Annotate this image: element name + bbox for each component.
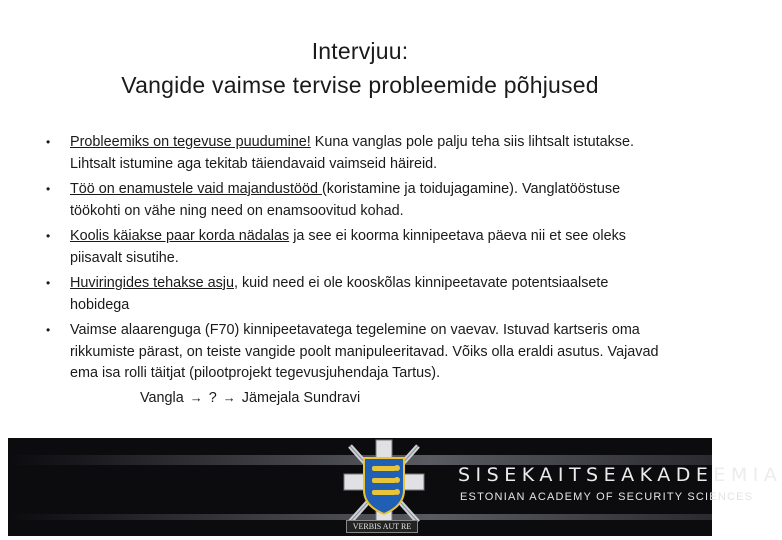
flow-start: Vangla — [140, 389, 184, 406]
bullet-1-underlined: Probleemiks on tegevuse puudumine! — [70, 134, 311, 150]
flow-line — [70, 387, 666, 410]
bullet-4-text: , kuid need ei ole kooskõlas kinnipeetavate potentsiaalsete hobidega — [70, 275, 609, 313]
flow-end: Jämejala Sundravi — [241, 389, 361, 406]
bullet-marker: • — [46, 323, 51, 337]
arrow-right-icon: → — [222, 389, 236, 405]
bullet-item-5 — [46, 320, 666, 409]
bullet-marker: • — [46, 182, 51, 196]
bullet-marker: • — [46, 135, 51, 149]
banner-title: SISEKAITSEAKADEEMIA — [458, 464, 782, 486]
title-line-1: Intervjuu: — [311, 38, 409, 64]
bullet-3-text: ja see ei koorma kinnipeetava päeva nii et see oleks piisavalt sisutihe. — [70, 228, 626, 266]
slide-title — [0, 34, 720, 102]
bullet-2-underlined: Töö on enamustele vaid majandustööd — [70, 181, 322, 197]
bullet-item-1 — [46, 132, 666, 175]
banner-subtitle: ESTONIAN ACADEMY OF SECURITY SCIENCES — [460, 491, 754, 503]
flow-middle: ? — [208, 389, 217, 406]
bullet-1-text: Kuna vanglas pole palju teha siis lihtsalt istutakse. Lihtsalt istumine aga tekitab täiendavaid vaimseid häireid. — [70, 134, 634, 172]
bullet-marker: • — [46, 276, 51, 290]
bullet-4-underlined: Huviringides tehakse asju — [70, 275, 234, 291]
bullet-5-text: Vaimse alaarenguga (F70) kinnipeetavatega tegelemine on vaevav. Istuvad kartseris oma rikkumiste pärast, on teiste vangide poolt manipuleeritavad. Võiks olla eraldi asutus. Vajavad ema isa rolli täitjat (pilootprojekt tegevusjuhendaja Tartus). — [70, 322, 659, 381]
bullet-item-3 — [46, 226, 666, 269]
emblem-motto: VERBIS AUT RE — [346, 520, 418, 533]
bullet-3-underlined: Koolis käiakse paar korda nädalas — [70, 228, 290, 244]
title-line-2: Vangide vaimse tervise probleemide põhjused — [121, 72, 599, 98]
arrow-right-icon: → — [189, 389, 203, 405]
bullet-marker: • — [46, 229, 51, 243]
footer-banner — [8, 438, 782, 536]
bullet-item-2 — [46, 179, 666, 222]
bullet-item-4 — [46, 273, 666, 316]
bullet-2-text: (koristamine ja toidujagamine). Vanglatööstuse töökohti on vähe ning need on enamsoovitud kohad. — [70, 181, 621, 219]
bullet-list — [46, 132, 666, 413]
